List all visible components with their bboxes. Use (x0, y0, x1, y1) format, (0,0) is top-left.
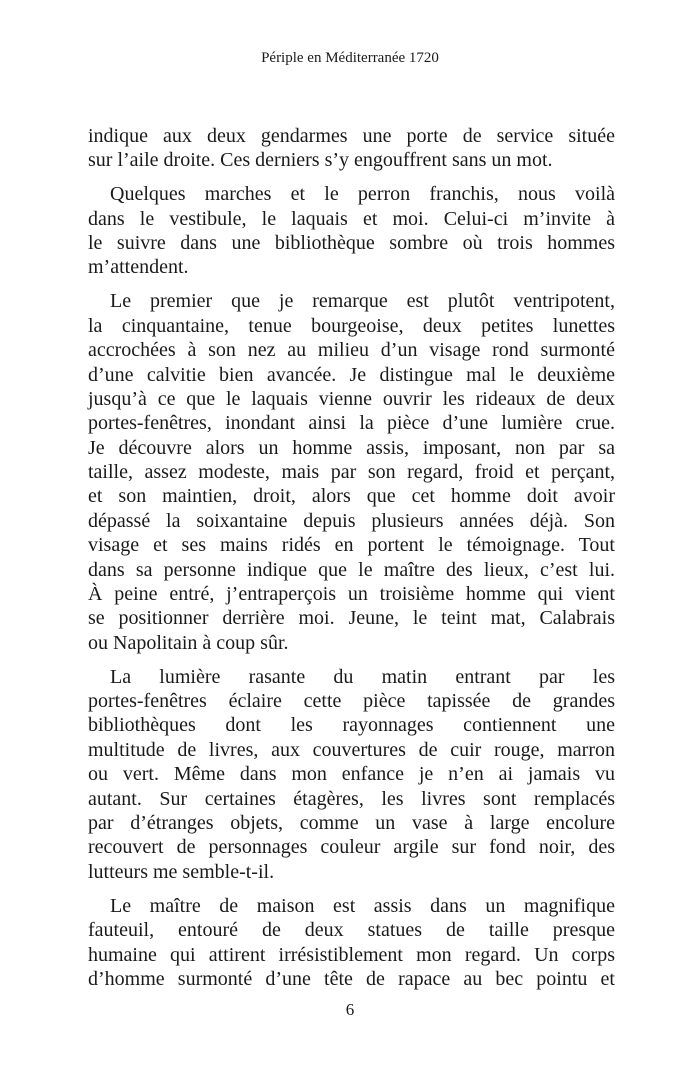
text-line: par d’étranges objets, comme un vase à large encolure (88, 812, 615, 835)
text-line: d’une calvitie bien avancée. Je distingue mal le deuxième (88, 363, 615, 386)
text-line: La lumière rasante du matin entrant par les (110, 665, 615, 688)
text-line: le suivre dans une bibliothèque sombre où trois hommes (88, 232, 615, 255)
text-line: visage et ses mains ridés en portent le témoignage. Tout (88, 534, 615, 557)
text-line: dépassé la soixantaine depuis plusieurs années déjà. Son (88, 509, 615, 532)
text-line: autant. Sur certaines étagères, les livres sont remplacés (88, 787, 615, 810)
paragraph (88, 182, 615, 280)
text-line: fauteuil, entouré de deux statues de taille presque (88, 919, 615, 942)
text-line: m’attendent. (88, 256, 189, 279)
text-line: recouvert de personnages couleur argile sur fond noir, des (88, 836, 615, 859)
text-line: et son maintien, droit, alors que cet homme doit avoir (88, 485, 615, 508)
text-line: indique aux deux gendarmes une porte de service située (88, 125, 615, 147)
running-header: Périple en Méditerranée 1720 (261, 50, 439, 66)
text-line: Quelques marches et le perron franchis, nous voilà (110, 183, 615, 206)
text-line: humaine qui attirent irrésistiblement mon regard. Un corps (88, 943, 615, 966)
text-line: ou Napolitain à coup sûr. (88, 631, 289, 654)
text-line: bibliothèques dont les rayonnages contiennent une (88, 714, 615, 737)
text-line: jusqu’à ce que le laquais vienne ouvrir les rideaux de deux (88, 387, 615, 410)
body-text (88, 124, 615, 1001)
text-line: multitude de livres, aux couvertures de cuir rouge, marron (88, 738, 615, 761)
text-line: dans le vestibule, le laquais et moi. Celui-ci m’invite à (88, 207, 615, 230)
paragraph (88, 289, 615, 655)
text-line: Le premier que je remarque est plutôt ventripotent, (110, 290, 615, 313)
paragraph (88, 124, 615, 173)
text-line: À peine entré, j’entraperçois un troisième homme qui vient (88, 583, 615, 606)
paragraph (88, 665, 615, 885)
text-line: accrochées à son nez au milieu d’un visage rond surmonté (88, 339, 615, 362)
text-line: ou vert. Même dans mon enfance je n’en ai jamais vu (88, 763, 615, 786)
text-line: la cinquantaine, tenue bourgeoise, deux petites lunettes (88, 314, 615, 337)
paragraph (88, 894, 615, 992)
text-line: Le maître de maison est assis dans un magnifique (110, 894, 615, 917)
text-line: se positionner derrière moi. Jeune, le teint mat, Calabrais (88, 607, 615, 630)
text-line: Je découvre alors un homme assis, imposant, non par sa (88, 436, 615, 459)
text-line: dans sa personne indique que le maître des lieux, c’est lui. (88, 558, 615, 581)
text-line: sur l’aile droite. Ces derniers s’y engouffrent sans un mot. (88, 149, 553, 172)
text-line: d’homme surmonté d’une tête de rapace au bec pointu et (88, 967, 615, 990)
text-line: portes-fenêtres, inondant ainsi la pièce d’une lumière crue. (88, 412, 615, 435)
text-line: portes-fenêtres éclaire cette pièce tapissée de grandes (88, 690, 615, 713)
page-number: 6 (345, 1000, 355, 1019)
text-line: taille, assez modeste, mais par son regard, froid et perçant, (88, 461, 615, 484)
text-line: lutteurs me semble-t-il. (88, 860, 275, 883)
